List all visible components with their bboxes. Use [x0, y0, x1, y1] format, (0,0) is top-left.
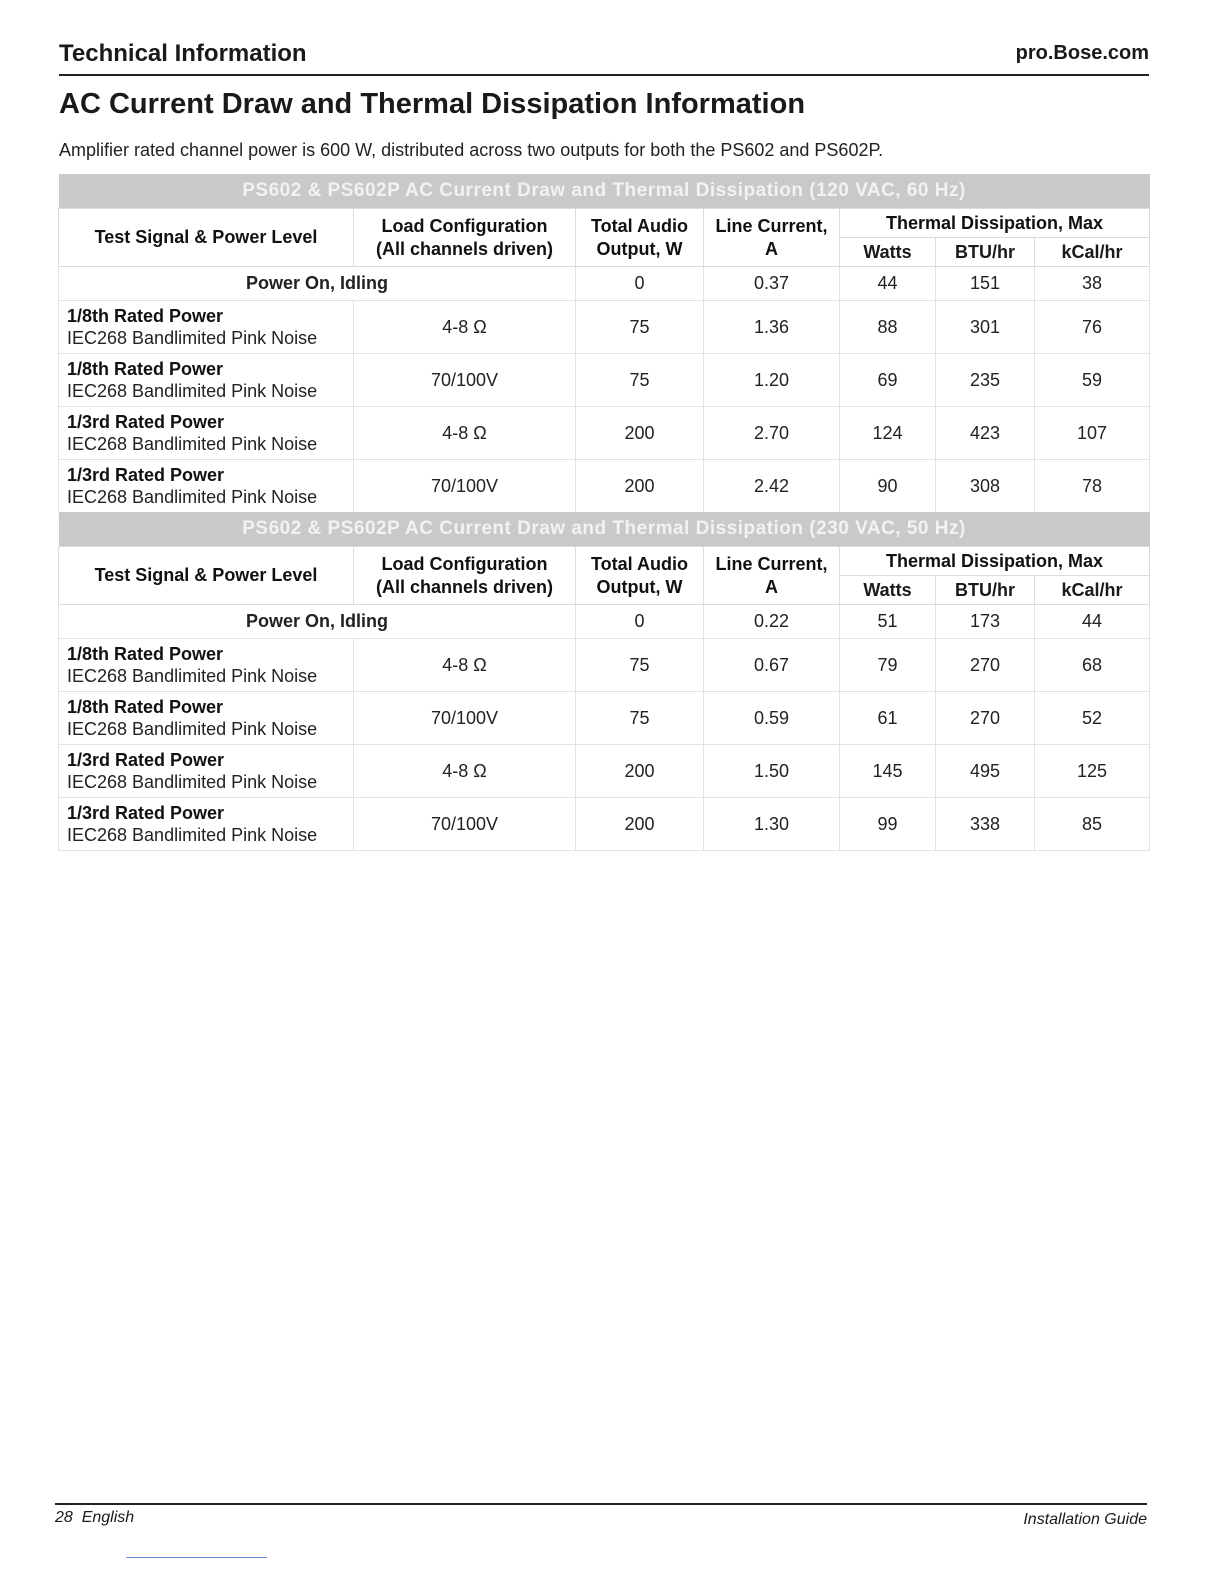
col-load-line1: Load Configuration: [381, 553, 548, 574]
cell-test-signal: [59, 798, 354, 851]
col-line-current: [704, 209, 840, 267]
cell-btu: 235: [936, 354, 1035, 407]
signal-level: 1/3rd Rated Power: [67, 412, 225, 432]
cell-current: 2.70: [704, 407, 840, 460]
cell-btu: 270: [936, 639, 1035, 692]
intro-paragraph: Amplifier rated channel power is 600 W, distributed across two outputs for both the PS602 and PS602P.: [59, 140, 884, 160]
cell-output: 75: [576, 639, 704, 692]
col-audio-line2: Output, W: [596, 576, 683, 597]
cell-load: 4-8 Ω: [354, 639, 576, 692]
idle-label: Power On, Idling: [59, 267, 576, 301]
cell-kcal: 52: [1035, 692, 1150, 745]
cell-output: 75: [576, 692, 704, 745]
cell-test-signal: [59, 692, 354, 745]
col-load-config: [354, 209, 576, 267]
cell-watts: 51: [840, 605, 936, 639]
cell-current: 0.22: [704, 605, 840, 639]
cell-kcal: 107: [1035, 407, 1150, 460]
page-footer: [55, 1503, 1147, 1535]
cell-output: 200: [576, 460, 704, 513]
cell-btu: 301: [936, 301, 1035, 354]
cell-output: 75: [576, 354, 704, 407]
table-row-idle: [59, 605, 1150, 639]
table-banner: PS602 & PS602P AC Current Draw and Thermal Dissipation (120 VAC, 60 Hz): [59, 174, 1150, 209]
cell-watts: 124: [840, 407, 936, 460]
col-line-current: [704, 547, 840, 605]
section-title: Technical Information: [59, 40, 307, 67]
thermal-table: [58, 512, 1150, 851]
signal-level: 1/8th Rated Power: [67, 644, 224, 664]
cell-current: 1.30: [704, 798, 840, 851]
cell-load: 4-8 Ω: [354, 745, 576, 798]
col-watts: Watts: [840, 576, 936, 605]
table-row: [59, 639, 1150, 692]
cell-load: 4-8 Ω: [354, 301, 576, 354]
cell-test-signal: [59, 407, 354, 460]
col-current-line2: A: [765, 238, 778, 259]
col-thermal-dissipation: Thermal Dissipation, Max: [840, 209, 1150, 238]
cell-current: 2.42: [704, 460, 840, 513]
cell-watts: 88: [840, 301, 936, 354]
signal-type: IEC268 Bandlimited Pink Noise: [67, 328, 318, 348]
col-test-signal: Test Signal & Power Level: [59, 547, 354, 605]
cell-load: 70/100V: [354, 460, 576, 513]
cell-watts: 99: [840, 798, 936, 851]
cell-btu: 270: [936, 692, 1035, 745]
cell-btu: 151: [936, 267, 1035, 301]
cell-load: 70/100V: [354, 692, 576, 745]
cell-watts: 145: [840, 745, 936, 798]
footer-language: English: [81, 1509, 135, 1526]
table-row: [59, 301, 1150, 354]
decorative-line: [126, 1557, 267, 1558]
cell-kcal: 68: [1035, 639, 1150, 692]
cell-btu: 308: [936, 460, 1035, 513]
col-audio-output: [576, 209, 704, 267]
cell-watts: 44: [840, 267, 936, 301]
col-audio-line1: Total Audio: [591, 215, 688, 236]
cell-kcal: 78: [1035, 460, 1150, 513]
col-watts: Watts: [840, 238, 936, 267]
cell-kcal: 125: [1035, 745, 1150, 798]
cell-kcal: 59: [1035, 354, 1150, 407]
idle-label: Power On, Idling: [59, 605, 576, 639]
page-title: AC Current Draw and Thermal Dissipation Information: [59, 88, 806, 120]
cell-test-signal: [59, 745, 354, 798]
cell-current: 0.67: [704, 639, 840, 692]
signal-level: 1/8th Rated Power: [67, 697, 224, 717]
cell-kcal: 44: [1035, 605, 1150, 639]
cell-load: 70/100V: [354, 798, 576, 851]
signal-type: IEC268 Bandlimited Pink Noise: [67, 381, 318, 401]
signal-type: IEC268 Bandlimited Pink Noise: [67, 666, 318, 686]
cell-test-signal: [59, 301, 354, 354]
col-kcal: kCal/hr: [1035, 576, 1150, 605]
col-load-line1: Load Configuration: [381, 215, 548, 236]
footer-page-info: [55, 1509, 134, 1527]
table-banner: PS602 & PS602P AC Current Draw and Thermal Dissipation (230 VAC, 50 Hz): [59, 512, 1150, 547]
col-btu: BTU/hr: [936, 238, 1035, 267]
col-test-signal: Test Signal & Power Level: [59, 209, 354, 267]
table-row: [59, 798, 1150, 851]
cell-btu: 338: [936, 798, 1035, 851]
cell-test-signal: [59, 639, 354, 692]
col-audio-output: [576, 547, 704, 605]
cell-watts: 90: [840, 460, 936, 513]
signal-level: 1/3rd Rated Power: [67, 803, 225, 823]
signal-type: IEC268 Bandlimited Pink Noise: [67, 719, 318, 739]
table-row: [59, 460, 1150, 513]
cell-current: 0.59: [704, 692, 840, 745]
cell-current: 1.50: [704, 745, 840, 798]
col-load-line2: (All channels driven): [375, 576, 554, 597]
cell-kcal: 85: [1035, 798, 1150, 851]
cell-output: 75: [576, 301, 704, 354]
col-current-line1: Line Current,: [715, 215, 828, 236]
cell-test-signal: [59, 354, 354, 407]
cell-btu: 495: [936, 745, 1035, 798]
signal-level: 1/8th Rated Power: [67, 359, 224, 379]
table-row: [59, 354, 1150, 407]
signal-level: 1/3rd Rated Power: [67, 465, 225, 485]
thermal-table: [58, 174, 1150, 513]
signal-level: 1/8th Rated Power: [67, 306, 224, 326]
cell-load: 4-8 Ω: [354, 407, 576, 460]
signal-type: IEC268 Bandlimited Pink Noise: [67, 772, 318, 792]
col-current-line1: Line Current,: [715, 553, 828, 574]
table-120vac: [58, 174, 1149, 513]
col-load-config: [354, 547, 576, 605]
signal-level: 1/3rd Rated Power: [67, 750, 225, 770]
col-load-line2: (All channels driven): [375, 238, 554, 259]
table-row: [59, 692, 1150, 745]
cell-output: 200: [576, 407, 704, 460]
cell-watts: 79: [840, 639, 936, 692]
cell-watts: 69: [840, 354, 936, 407]
signal-type: IEC268 Bandlimited Pink Noise: [67, 434, 318, 454]
cell-btu: 423: [936, 407, 1035, 460]
footer-document-name: Installation Guide: [1023, 1511, 1147, 1528]
cell-test-signal: [59, 460, 354, 513]
cell-load: 70/100V: [354, 354, 576, 407]
page-header: [59, 40, 1149, 76]
cell-output: 0: [576, 267, 704, 301]
cell-kcal: 76: [1035, 301, 1150, 354]
col-btu: BTU/hr: [936, 576, 1035, 605]
cell-output: 0: [576, 605, 704, 639]
page-number: 28: [55, 1509, 73, 1526]
col-kcal: kCal/hr: [1035, 238, 1150, 267]
signal-type: IEC268 Bandlimited Pink Noise: [67, 487, 318, 507]
cell-output: 200: [576, 745, 704, 798]
table-row-idle: [59, 267, 1150, 301]
cell-btu: 173: [936, 605, 1035, 639]
table-row: [59, 407, 1150, 460]
cell-current: 0.37: [704, 267, 840, 301]
cell-watts: 61: [840, 692, 936, 745]
signal-type: IEC268 Bandlimited Pink Noise: [67, 825, 318, 845]
cell-current: 1.36: [704, 301, 840, 354]
cell-kcal: 38: [1035, 267, 1150, 301]
cell-current: 1.20: [704, 354, 840, 407]
website-link[interactable]: pro.Bose.com: [1015, 42, 1149, 64]
col-thermal-dissipation: Thermal Dissipation, Max: [840, 547, 1150, 576]
col-audio-line2: Output, W: [596, 238, 683, 259]
col-audio-line1: Total Audio: [591, 553, 688, 574]
cell-output: 200: [576, 798, 704, 851]
table-row: [59, 745, 1150, 798]
table-230vac: [58, 512, 1149, 851]
col-current-line2: A: [765, 576, 778, 597]
